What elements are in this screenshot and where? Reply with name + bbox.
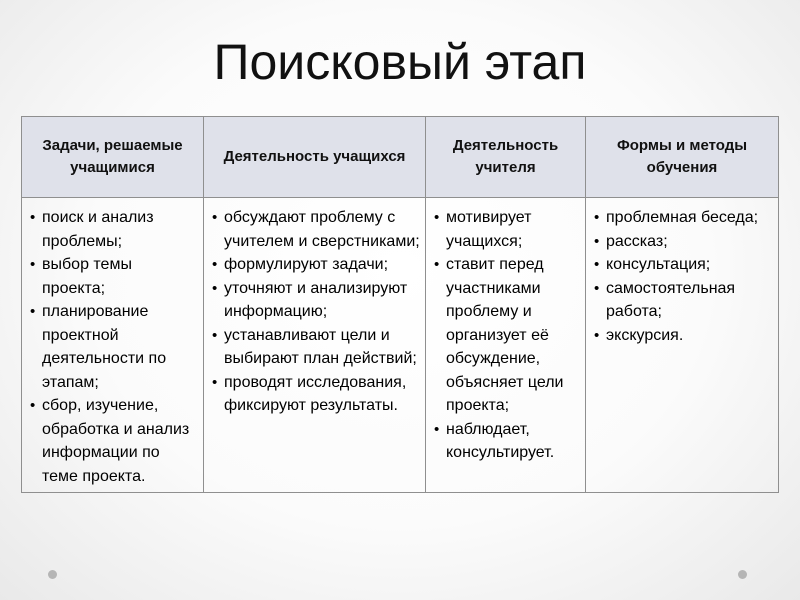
- header-tasks: Задачи, решаемые учащимися: [22, 117, 204, 198]
- cell-student-activity: [204, 198, 426, 493]
- list-item: • экскурсия.: [592, 324, 774, 348]
- slide-title: Поисковый этап: [213, 34, 587, 90]
- list-item: • самостоятельная работа;: [592, 277, 774, 324]
- list-item: • мотивирует учащихся;: [432, 206, 581, 253]
- cell-tasks: [22, 198, 204, 493]
- content-row: [22, 198, 779, 493]
- cell-teacher-activity: [426, 198, 586, 493]
- header-teacher-activity: Деятельность учителя: [426, 117, 586, 198]
- decorative-dot: [48, 570, 57, 579]
- list-item: • выбор темы проекта;: [28, 253, 199, 300]
- list-item: • наблюдает, консультирует.: [432, 418, 581, 465]
- list-item: • рассказ;: [592, 230, 774, 254]
- header-methods: Формы и методы обучения: [586, 117, 779, 198]
- list-item: • поиск и анализ проблемы;: [28, 206, 199, 253]
- cell-methods: [586, 198, 779, 493]
- list-item: • проблемная беседа;: [592, 206, 774, 230]
- list-item: • сбор, изучение, обработка и анализ информации по теме проекта.: [28, 394, 199, 488]
- list-item: • формулируют задачи;: [210, 253, 421, 277]
- list-item: • консультация;: [592, 253, 774, 277]
- list-item: • планирование проектной деятельности по этапам;: [28, 300, 199, 394]
- header-row: [22, 117, 779, 198]
- stage-table: [21, 116, 779, 493]
- decorative-dot: [738, 570, 747, 579]
- header-student-activity: Деятельность учащихся: [204, 117, 426, 198]
- list-item: • ставит перед участниками проблему и организует её обсуждение, объясняет цели проекта;: [432, 253, 581, 418]
- list-item: • уточняют и анализируют информацию;: [210, 277, 421, 324]
- list-item: • обсуждают проблему с учителем и сверстниками;: [210, 206, 421, 253]
- list-item: • проводят исследования, фиксируют результаты.: [210, 371, 421, 418]
- list-item: • устанавливают цели и выбирают план действий;: [210, 324, 421, 371]
